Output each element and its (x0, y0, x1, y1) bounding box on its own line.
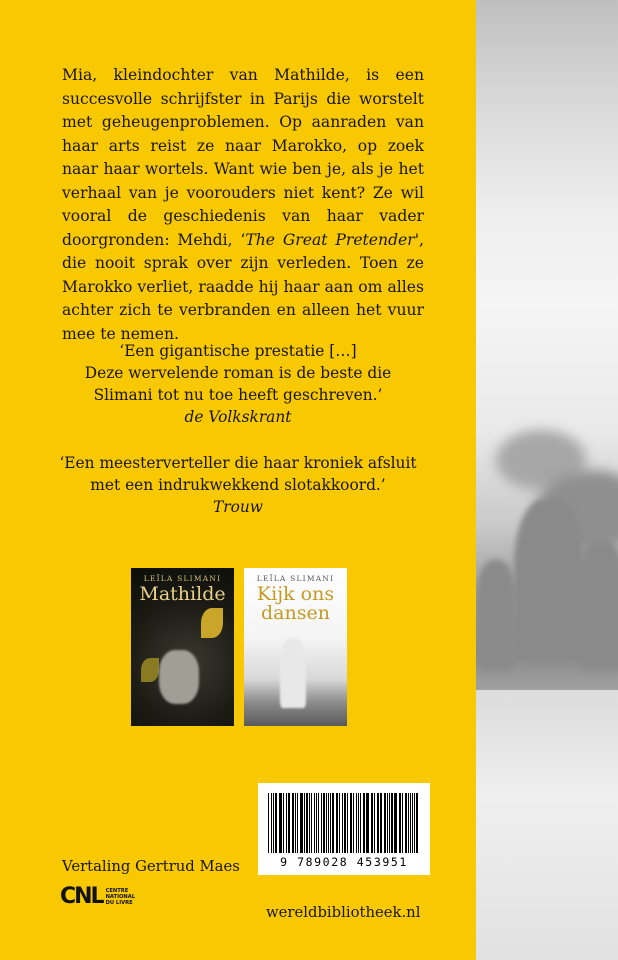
barcode-bar (372, 793, 373, 853)
barcode-bar (326, 793, 327, 853)
barcode-bar (297, 793, 298, 853)
blurb-italic-title: The Great Pretender (245, 230, 415, 249)
barcode-bar (358, 793, 359, 853)
barcode (258, 783, 430, 875)
barcode-bar (344, 793, 346, 853)
cnl-logo (60, 884, 142, 909)
barcode-bar (351, 793, 352, 853)
isbn-number: 9 789028 453951 (280, 855, 408, 869)
barcode-bar (268, 793, 269, 853)
barcode-bar (402, 793, 403, 853)
barcode-bar (279, 793, 280, 853)
barcode-bar (304, 793, 305, 853)
barcode-bar (412, 793, 413, 853)
barcode-bar (405, 793, 407, 853)
back-cover-blurb: Mia, kleindochter van Mathilde, is een succesvolle schrijfster in Parijs die worstelt met geheugenproblemen. Op aanraden van haar arts reist ze naar Marokko, op zoek naar haar wortels. Want wie ben je, als je het verhaal van je voorouders niet kent? Ze wil vooral de geschiedenis van haar vader doorgronden: Mehdi, ‘The Great Pretender', die nooit sprak over zijn verleden. Toen ze Marokko verliet, raadde hij haar aan om alles achter zich te verbranden en alleen het vuur mee te nemen. (62, 66, 424, 343)
barcode-bar (323, 793, 325, 853)
quote-source: Trouw (213, 498, 263, 516)
barcode-bar (384, 793, 386, 853)
barcode-bar (350, 793, 351, 853)
barcode-bar (410, 793, 411, 853)
book-cover-mathilde (131, 568, 234, 726)
cnl-logo-text: CENTRE NATIONAL DU LIVRE (105, 887, 136, 906)
quote-line: ‘Een gigantische prestatie […] (119, 342, 357, 360)
barcode-bars (268, 793, 420, 853)
barcode-bar (347, 793, 348, 853)
barcode-bar (301, 793, 302, 853)
translator-credit: Vertaling Gertrud Maes (62, 858, 240, 875)
barcode-bar (374, 793, 375, 853)
book-title-line: Kijk ons (256, 583, 335, 605)
barcode-bar (295, 793, 296, 853)
review-quote-trouw (0, 452, 476, 518)
barcode-bar (273, 793, 274, 853)
barcode-bar (408, 793, 409, 853)
barcode-bar (311, 793, 312, 853)
barcode-bar (394, 793, 395, 853)
barcode-bar (314, 793, 315, 853)
barcode-bar (318, 793, 319, 853)
barcode-bar (328, 793, 329, 853)
barcode-bar (360, 793, 361, 853)
publisher-website: wereldbibliotheek.nl (266, 904, 421, 921)
barcode-bar (300, 793, 301, 853)
quote-line: ‘Een meesterverteller die haar kroniek afsluit (59, 454, 417, 472)
barcode-bar (321, 793, 322, 853)
barcode-bar (289, 793, 290, 853)
barcode-bar (306, 793, 308, 853)
barcode-bar (353, 793, 354, 853)
book-author: LEÏLA SLIMANI (143, 574, 222, 583)
cnl-logo-mark: CNL (60, 884, 103, 909)
barcode-bar (363, 793, 365, 853)
barcode-bar (271, 793, 272, 853)
barcode-bar (416, 793, 417, 853)
barcode-bar (286, 793, 287, 853)
barcode-bar (371, 793, 372, 853)
barcode-bar (337, 793, 338, 853)
barcode-bar (377, 793, 378, 853)
barcode-bar (356, 793, 357, 853)
book-title-line: dansen (261, 602, 330, 624)
cover-photo-strip (476, 0, 618, 960)
quote-line: met een indrukwekkend slotakkoord.’ (90, 476, 386, 494)
barcode-bar (280, 793, 281, 853)
barcode-bar (332, 793, 333, 853)
barcode-bar (283, 793, 284, 853)
barcode-bar (399, 793, 400, 853)
barcode-bar (381, 793, 382, 853)
barcode-bar (380, 793, 381, 853)
barcode-bar (414, 793, 415, 853)
book-title: Mathilde (139, 583, 226, 605)
barcode-bar (342, 793, 343, 853)
barcode-bar (389, 793, 390, 853)
barcode-bar (336, 793, 337, 853)
review-quote-volkskrant (0, 340, 476, 428)
barcode-bar (292, 793, 294, 853)
barcode-bar (339, 793, 340, 853)
barcode-bar (387, 793, 388, 853)
quote-line: Deze wervelende roman is de beste die (84, 364, 392, 382)
book-author: LEÏLA SLIMANI (256, 574, 335, 583)
barcode-bar (391, 793, 392, 853)
barcode-bar (367, 793, 368, 853)
barcode-bar (395, 793, 396, 853)
barcode-bar (366, 793, 367, 853)
quote-source: de Volkskrant (184, 408, 292, 426)
barcode-bar (316, 793, 317, 853)
barcode-bar (309, 793, 310, 853)
book-cover-kijk-ons-dansen (244, 568, 347, 726)
barcode-bar (400, 793, 401, 853)
quote-line: Slimani tot nu toe heeft geschreven.’ (93, 386, 383, 404)
barcode-bar (275, 793, 277, 853)
barcode-bar (330, 793, 331, 853)
barcode-bar (288, 793, 289, 853)
